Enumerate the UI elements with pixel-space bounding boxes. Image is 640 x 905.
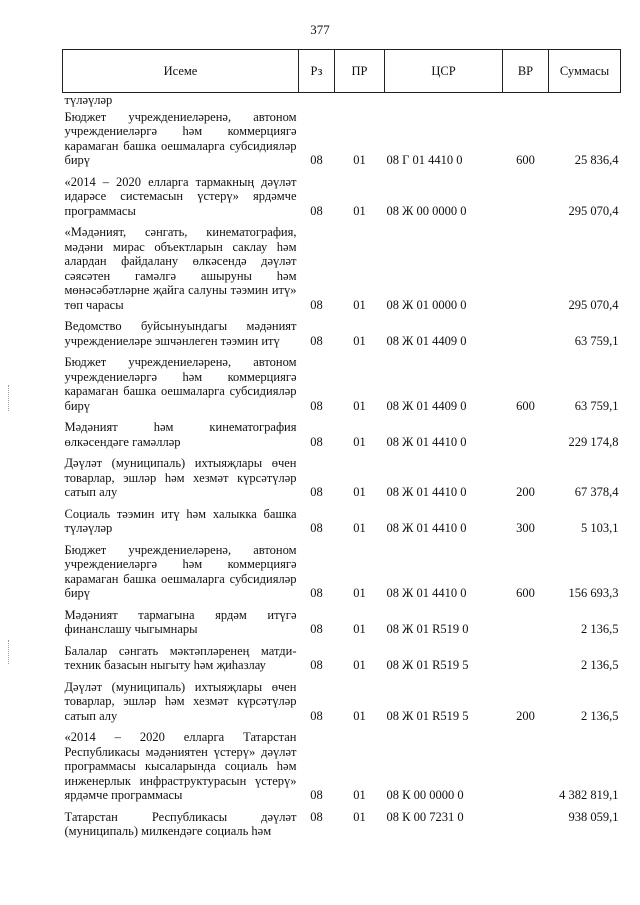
cell-csr: 08 Ж 01 R519 5 — [386, 708, 469, 723]
cell-vr — [503, 93, 549, 110]
cell-vr: 200 — [516, 708, 535, 723]
table-row — [63, 726, 621, 806]
cell-name: «Мәдәният, сәнгать, кинематография, мәдәни мирас объектларын саклау һәм алардан файдалану өлкәсендә дәүләт сәясәтен гамәлгә ашыруны һәм мөнәсәбәтләрне җайга салуны тәэмин итү» төп чарасы — [64, 225, 297, 312]
cell-csr: 08 Ж 01 0000 0 — [386, 297, 467, 312]
cell-name: Дәүләт (муниципаль) ихтыяҗлары өчен товарлар, эшләр һәм хезмәт күрсәтүләр сатып алу — [64, 679, 297, 723]
cell-csr: 08 Ж 01 4410 0 — [386, 434, 467, 449]
cell-vr: 300 — [516, 521, 535, 535]
cell-pr: 01 — [353, 708, 366, 723]
cell-pr: 01 — [353, 485, 366, 499]
cell-pr: 01 — [353, 333, 366, 348]
cell-sum: 295 070,4 — [568, 297, 619, 312]
cell-name: Социаль тәэмин итү һәм халыкка башка түләүләр — [64, 506, 297, 535]
table-row — [63, 93, 621, 110]
cell-sum: 63 759,1 — [574, 398, 619, 413]
cell-rz: 08 — [310, 153, 323, 167]
cell-sum: 2 136,5 — [581, 708, 619, 723]
table-row — [63, 676, 621, 727]
cell-vr — [503, 221, 549, 315]
table-body — [63, 93, 621, 842]
cell-pr — [335, 93, 385, 110]
cell-csr: 08 Г 01 4410 0 — [386, 153, 463, 167]
cell-name: «2014 – 2020 елларга тармакның дәүләт идарәсе системасын үстерү» ярдәмче программасы — [64, 174, 297, 218]
table-row — [63, 351, 621, 416]
cell-vr: 600 — [516, 153, 535, 167]
cell-rz: 08 — [310, 622, 323, 636]
cell-sum: 25 836,4 — [574, 153, 619, 167]
cell-rz: 08 — [310, 203, 323, 218]
table-row — [63, 604, 621, 640]
cell-rz: 08 — [310, 708, 323, 723]
cell-csr: 08 Ж 01 4410 0 — [386, 586, 467, 600]
header-sum: Суммасы — [549, 50, 621, 93]
cell-vr — [503, 640, 549, 676]
table-row — [63, 110, 621, 171]
cell-pr: 01 — [353, 658, 366, 672]
cell-vr — [503, 171, 549, 222]
cell-csr: 08 К 00 7231 0 — [386, 809, 464, 824]
cell-name: «2014 – 2020 елларга Татарстан Республикасы мәдәниятен үстерү» дәүләт программасы кысаларында социаль һәм инженерлык инфраструктурасын үстерү» ярдәмче программасы — [64, 730, 297, 802]
cell-name: Бюджет учреждениеләренә, автоном учреждениеләргә һәм коммерциягә карамаган башка оешмаларга субсидияләр бирү — [64, 109, 297, 167]
table-header — [63, 50, 621, 93]
cell-name: Мәдәният һәм кинематография өлкәсендәге гамәлләр — [64, 420, 297, 449]
margin-mark — [8, 640, 10, 664]
cell-pr: 01 — [353, 521, 366, 535]
cell-name: Мәдәният тармагына ярдәм итүгә финанслашу чыгымнары — [64, 607, 297, 636]
header-rz: Рз — [299, 50, 335, 93]
table-row — [63, 503, 621, 539]
budget-table — [62, 49, 621, 842]
cell-sum: 156 693,3 — [568, 586, 619, 600]
table-row — [63, 806, 621, 842]
cell-name: Ведомство буйсынуындагы мәдәният учреждениеләре эшчәнлеген тәэмин итү — [64, 319, 297, 348]
cell-csr: 08 К 00 0000 0 — [386, 788, 464, 802]
table-row — [63, 315, 621, 351]
cell-vr — [503, 726, 549, 806]
cell-csr — [385, 93, 503, 110]
cell-csr: 08 Ж 01 R519 0 — [386, 622, 469, 636]
cell-sum: 938 059,1 — [568, 809, 619, 824]
cell-pr: 01 — [353, 809, 366, 824]
cell-vr — [503, 416, 549, 452]
cell-name: Балалар сәнгать мәктәпләренең матди-техник базасын ныгыту һәм җиһазлау — [64, 643, 297, 672]
cell-csr: 08 Ж 01 4410 0 — [386, 485, 467, 499]
table-row — [63, 171, 621, 222]
cell-pr: 01 — [353, 203, 366, 218]
cell-csr: 08 Ж 01 4410 0 — [386, 521, 467, 535]
cell-rz: 08 — [310, 658, 323, 672]
cell-pr: 01 — [353, 297, 366, 312]
header-pr: ПР — [335, 50, 385, 93]
margin-mark — [8, 385, 10, 411]
cell-vr: 200 — [516, 485, 535, 499]
cell-rz: 08 — [310, 521, 323, 535]
cell-csr: 08 Ж 01 4409 0 — [386, 333, 467, 348]
cell-pr: 01 — [353, 622, 366, 636]
cell-sum: 2 136,5 — [581, 622, 619, 636]
cell-rz: 08 — [310, 398, 323, 413]
cell-rz: 08 — [310, 788, 323, 802]
cell-vr — [503, 806, 549, 842]
cell-name: Татарстан Республикасы дәүләт (муниципаль) милкендәге социаль һәм — [64, 809, 297, 838]
cell-name: Бюджет учреждениеләренә, автоном учреждениеләргә һәм коммерциягә карамаган башка оешмаларга субсидияләр бирү — [64, 542, 297, 600]
header-csr: ЦСР — [385, 50, 503, 93]
cell-vr — [503, 604, 549, 640]
cell-rz: 08 — [310, 333, 323, 348]
cell-rz: 08 — [310, 809, 323, 824]
cell-sum: 229 174,8 — [568, 434, 619, 449]
cell-csr: 08 Ж 01 4409 0 — [386, 398, 467, 413]
cell-sum: 63 759,1 — [574, 333, 619, 348]
cell-name: Дәүләт (муниципаль) ихтыяҗлары өчен товарлар, эшләр һәм хезмәт күрсәтүләр сатып алу — [64, 456, 297, 499]
page-number: 377 — [310, 22, 330, 37]
cell-sum: 4 382 819,1 — [559, 788, 619, 802]
table-row — [63, 640, 621, 676]
cell-vr: 600 — [516, 398, 535, 413]
cell-vr — [503, 315, 549, 351]
cell-pr: 01 — [353, 398, 366, 413]
cell-name: Бюджет учреждениеләренә, автоном учреждениеләргә һәм коммерциягә карамаган башка оешмаларга субсидияләр бирү — [64, 355, 297, 413]
cell-sum: 2 136,5 — [581, 658, 619, 672]
cell-vr: 600 — [516, 586, 535, 600]
cell-pr: 01 — [353, 788, 366, 802]
cell-sum: 67 378,4 — [574, 485, 619, 499]
cell-sum: 295 070,4 — [568, 203, 619, 218]
cell-sum — [549, 93, 621, 110]
cell-pr: 01 — [353, 586, 366, 600]
table-row — [63, 452, 621, 503]
cell-rz — [299, 93, 335, 110]
cell-csr: 08 Ж 00 0000 0 — [386, 203, 467, 218]
cell-name: түләүләр — [64, 93, 113, 107]
cell-pr: 01 — [353, 434, 366, 449]
header-name: Исеме — [63, 50, 299, 93]
header-vr: ВР — [503, 50, 549, 93]
cell-rz: 08 — [310, 297, 323, 312]
table-row — [63, 221, 621, 315]
cell-pr: 01 — [353, 153, 366, 167]
cell-rz: 08 — [310, 485, 323, 499]
cell-rz: 08 — [310, 586, 323, 600]
cell-sum: 5 103,1 — [581, 521, 619, 535]
cell-csr: 08 Ж 01 R519 5 — [386, 658, 469, 672]
table-row — [63, 416, 621, 452]
cell-rz: 08 — [310, 434, 323, 449]
table-row — [63, 539, 621, 604]
